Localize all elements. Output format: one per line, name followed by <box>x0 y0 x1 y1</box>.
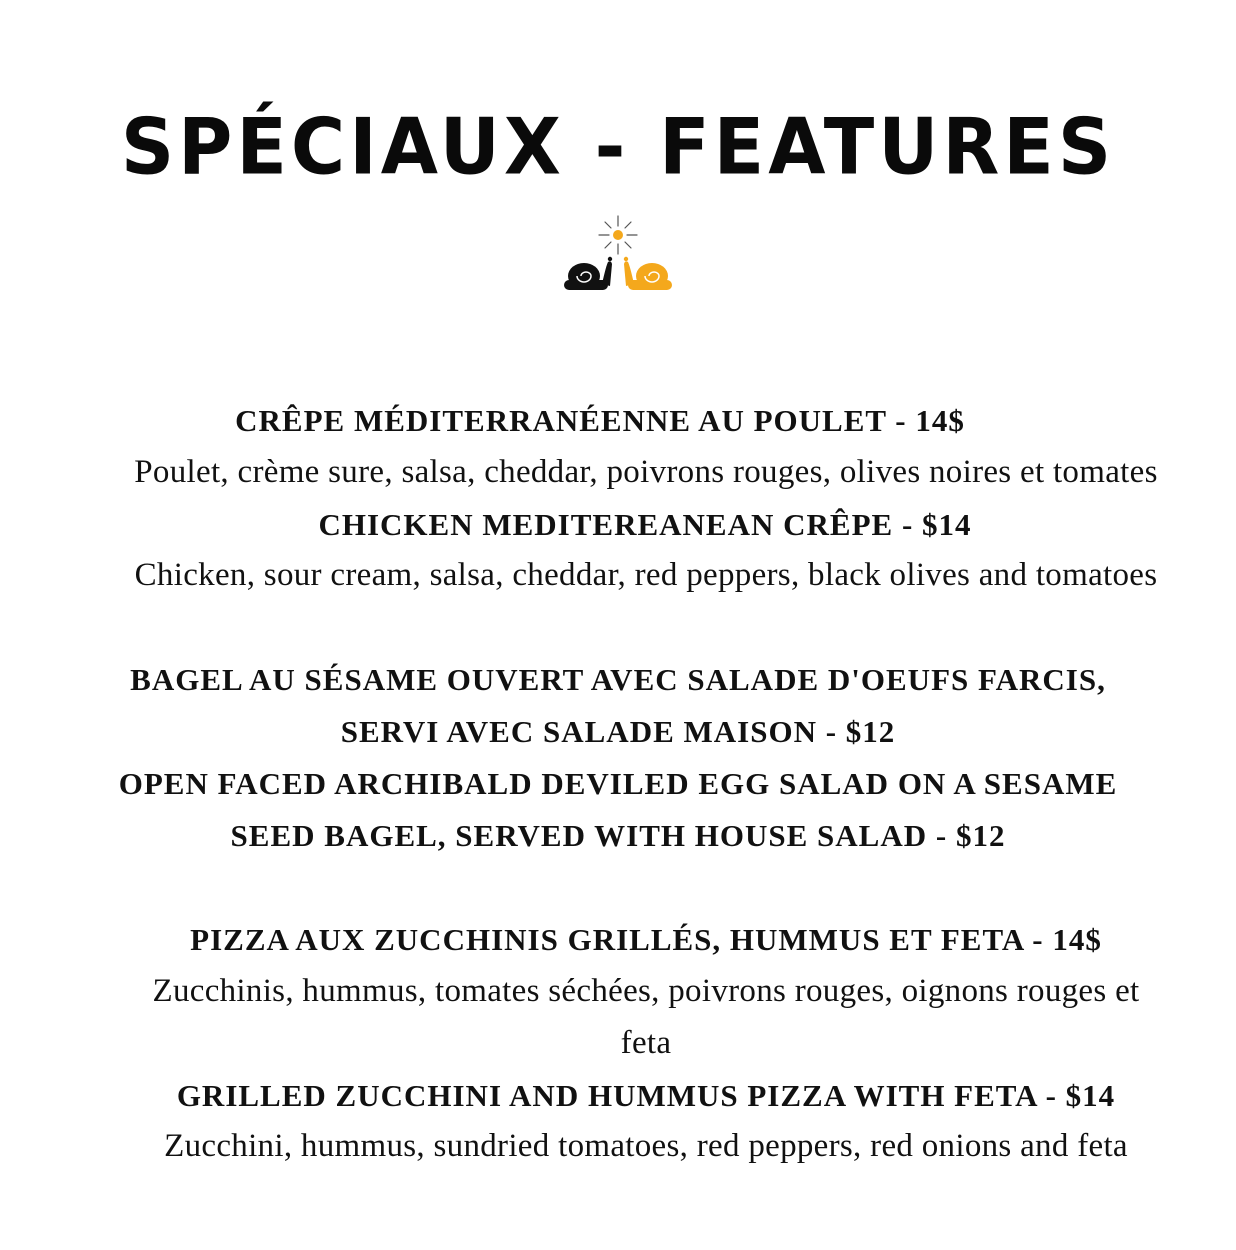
item-1-en-desc: Chicken, sour cream, salsa, cheddar, red peppers, black olives and tomatoes <box>134 557 1158 593</box>
item-2-en-name-line-2: SEED BAGEL, SERVED WITH HOUSE SALAD - $12 <box>230 818 1006 853</box>
item-3-fr-desc-line-2: feta <box>620 1025 672 1061</box>
item-2-en-name-line-1: OPEN FACED ARCHIBALD DEVILED EGG SALAD ON A SESAME <box>118 766 1118 801</box>
item-3-fr-name: PIZZA AUX ZUCCHINIS GRILLÉS, HUMMUS ET FETA - 14$ <box>190 922 1102 957</box>
item-3-en-name: GRILLED ZUCCHINI AND HUMMUS PIZZA WITH FETA - $14 <box>176 1078 1116 1113</box>
item-3-fr-desc-line-1: Zucchinis, hummus, tomates séchées, poivrons rouges, oignons rouges et <box>152 973 1140 1009</box>
page-title: SPÉCIAUX - FEATURES <box>120 101 1116 193</box>
item-2-fr-name-line-1: BAGEL AU SÉSAME OUVERT AVEC SALADE D'OEUFS FARCIS, <box>130 662 1106 697</box>
item-2-fr-name-line-2: SERVI AVEC SALADE MAISON - $12 <box>340 714 896 749</box>
item-1-fr-name: CRÊPE MÉDITERRANÉENNE AU POULET - 14$ <box>235 403 965 438</box>
item-1-en-name: CHICKEN MEDITEREANEAN CRÊPE - $14 <box>318 507 972 542</box>
item-3-en-desc: Zucchini, hummus, sundried tomatoes, red peppers, red onions and feta <box>164 1128 1128 1164</box>
snails-sun-logo-icon <box>558 214 678 298</box>
item-1-fr-desc: Poulet, crème sure, salsa, cheddar, poivrons rouges, olives noires et tomates <box>134 454 1158 490</box>
